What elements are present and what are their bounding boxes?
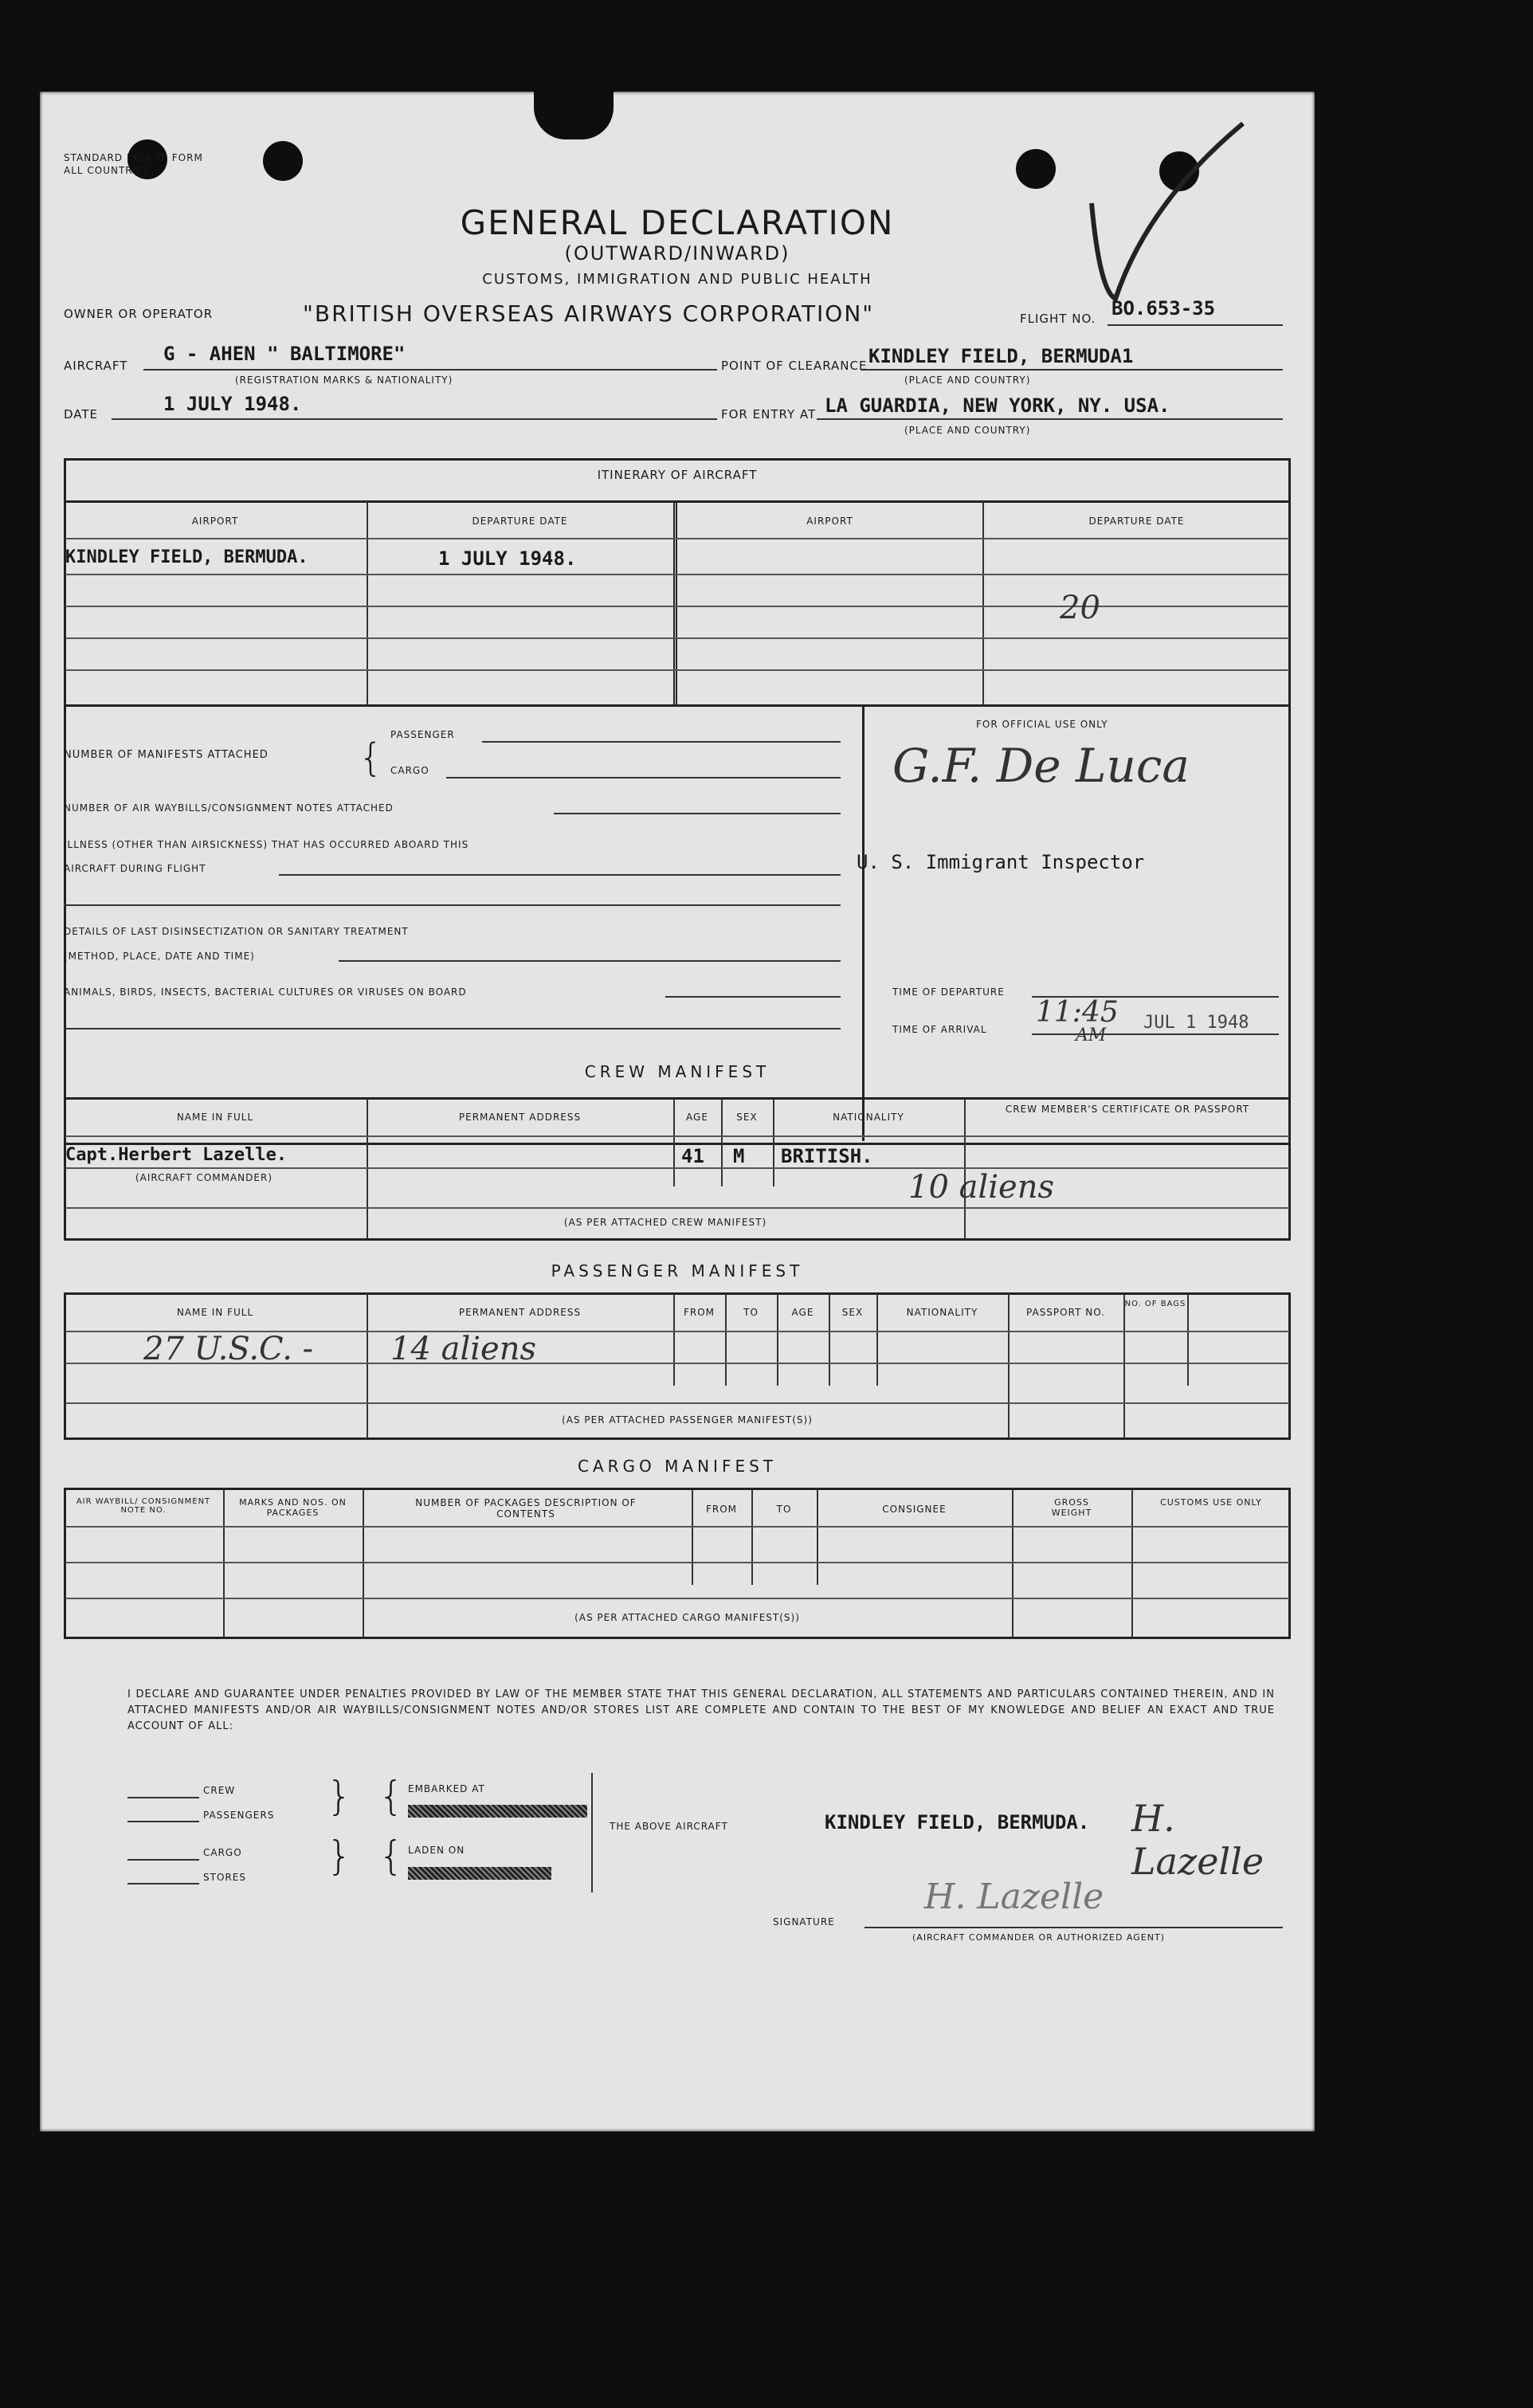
owner-value: "BRITISH OVERSEAS AIRWAYS CORPORATION" bbox=[303, 300, 875, 327]
disinsect-label-2: (METHOD, PLACE, DATE AND TIME) bbox=[64, 951, 255, 962]
disinsect-label-1: DETAILS OF LAST DISINSECTIZATION OR SANITARY TREATMENT bbox=[64, 926, 409, 937]
owner-label: OWNER OR OPERATOR bbox=[64, 307, 214, 321]
struck-out-text bbox=[408, 1867, 551, 1880]
declaration-place: KINDLEY FIELD, BERMUDA. bbox=[825, 1811, 1090, 1833]
clearance-note: (PLACE AND COUNTRY) bbox=[904, 375, 1031, 386]
torn-edge bbox=[534, 92, 614, 139]
cargo-col-marks: MARKS AND NOS. ON PACKAGES bbox=[239, 1497, 347, 1518]
declaration-crew: CREW bbox=[203, 1785, 236, 1796]
cargo-col-to: TO bbox=[776, 1504, 792, 1515]
arrival-date-stamp: JUL 1 1948 bbox=[1143, 1013, 1249, 1033]
aircraft-note: (REGISTRATION MARKS & NATIONALITY) bbox=[235, 375, 453, 386]
passenger-col-address: PERMANENT ADDRESS bbox=[458, 1307, 582, 1318]
manifests-cargo-label: CARGO bbox=[390, 765, 429, 776]
declaration-embarked: EMBARKED AT bbox=[408, 1783, 485, 1794]
passenger-col-name: NAME IN FULL bbox=[176, 1307, 254, 1318]
entry-value: LA GUARDIA, NEW YORK, NY. USA. bbox=[825, 394, 1170, 417]
page-title: GENERAL DECLARATION bbox=[460, 203, 895, 242]
passenger-handwritten-1: 27 U.S.C. - bbox=[143, 1331, 314, 1367]
passenger-col-nationality: NATIONALITY bbox=[906, 1307, 978, 1318]
passenger-col-passport: PASSPORT NO. bbox=[1026, 1307, 1105, 1318]
page-subtitle-2: CUSTOMS, IMMIGRATION AND PUBLIC HEALTH bbox=[482, 271, 872, 288]
page-subtitle: (OUTWARD/INWARD) bbox=[564, 242, 790, 265]
arrival-time-value: 11:45 bbox=[1036, 996, 1119, 1029]
crew-col-nationality: NATIONALITY bbox=[833, 1112, 904, 1123]
inspector-title: U. S. Immigrant Inspector bbox=[857, 851, 1145, 873]
passenger-col-to: TO bbox=[743, 1307, 759, 1318]
manifests-passenger-label: PASSENGER bbox=[390, 729, 455, 740]
illness-label-1: ILLNESS (OTHER THAN AIRSICKNESS) THAT HAS OCCURRED ABOARD THIS bbox=[64, 839, 469, 850]
crew-col-name: NAME IN FULL bbox=[176, 1112, 254, 1123]
arrival-ampm: AM bbox=[1076, 1026, 1107, 1045]
cargo-col-from: FROM bbox=[705, 1504, 738, 1515]
brace-left: { bbox=[378, 1833, 404, 1879]
date-value: 1 JULY 1948. bbox=[163, 393, 302, 415]
cargo-title: CARGO MANIFEST bbox=[578, 1457, 777, 1476]
declaration-laden: LADEN ON bbox=[408, 1845, 465, 1856]
manifests-brace: { bbox=[359, 735, 383, 780]
clearance-label: POINT OF CLEARANCE bbox=[721, 359, 868, 373]
cargo-col-waybill: AIR WAYBILL/ CONSIGNMENT NOTE NO. bbox=[76, 1497, 211, 1515]
commander-signature-2: H. Lazelle bbox=[924, 1877, 1104, 1917]
brace-right: } bbox=[327, 1773, 352, 1819]
itinerary-col-departure-2: DEPARTURE DATE bbox=[1088, 516, 1185, 527]
clearance-value: KINDLEY FIELD, BERMUDA1 bbox=[868, 345, 1134, 367]
commander-signature-1: H. Lazelle bbox=[1131, 1797, 1264, 1883]
date-label: DATE bbox=[64, 407, 99, 422]
cargo-col-weight: GROSS WEIGHT bbox=[1051, 1497, 1092, 1518]
crew-age-value: 41 bbox=[681, 1145, 704, 1167]
passenger-handwritten-2: 14 aliens bbox=[390, 1331, 537, 1367]
illness-label-2: AIRCRAFT DURING FLIGHT bbox=[64, 863, 206, 874]
declaration-stores: STORES bbox=[203, 1872, 246, 1883]
crew-title: CREW MANIFEST bbox=[584, 1062, 770, 1081]
crew-col-certificate: CREW MEMBER'S CERTIFICATE OR PASSPORT bbox=[1005, 1104, 1250, 1115]
crew-col-address: PERMANENT ADDRESS bbox=[458, 1112, 582, 1123]
crew-name-value: Capt.Herbert Lazelle. bbox=[65, 1145, 288, 1165]
passenger-footer: (AS PER ATTACHED PASSENGER MANIFEST(S)) bbox=[562, 1414, 813, 1426]
itinerary-col-airport-2: AIRPORT bbox=[806, 516, 853, 527]
crew-footer: (AS PER ATTACHED CREW MANIFEST) bbox=[563, 1217, 767, 1228]
itinerary-title: ITINERARY OF AIRCRAFT bbox=[597, 468, 758, 482]
form-sheet bbox=[40, 92, 1315, 2132]
itinerary-col-airport: AIRPORT bbox=[191, 516, 239, 527]
signature-label: SIGNATURE bbox=[773, 1916, 835, 1928]
cargo-col-description: NUMBER OF PACKAGES DESCRIPTION OF CONTENTS bbox=[415, 1497, 637, 1520]
struck-out-text bbox=[408, 1805, 587, 1818]
inspector-signature: G.F. De Luca bbox=[892, 739, 1190, 793]
flight-value: BO.653-35 bbox=[1112, 297, 1216, 320]
passenger-col-bags: NO. OF BAGS bbox=[1124, 1300, 1186, 1308]
flight-line bbox=[1108, 324, 1283, 326]
crew-sex-value: M bbox=[733, 1145, 745, 1167]
form-standard: STANDARD I.C.A.O. FORM ALL COUNTRIES bbox=[64, 152, 203, 176]
declaration-passengers: PASSENGERS bbox=[203, 1810, 275, 1821]
itinerary-handwritten-note: 20 bbox=[1060, 590, 1100, 626]
punch-hole bbox=[1016, 149, 1056, 189]
crew-name-note: (AIRCRAFT COMMANDER) bbox=[135, 1172, 273, 1183]
itinerary-date-value: 1 JULY 1948. bbox=[438, 547, 577, 570]
itinerary-col-departure: DEPARTURE DATE bbox=[472, 516, 568, 527]
passenger-col-age: AGE bbox=[791, 1307, 814, 1318]
signature-note: (AIRCRAFT COMMANDER OR AUTHORIZED AGENT) bbox=[912, 1932, 1165, 1943]
declaration-above-aircraft: THE ABOVE AIRCRAFT bbox=[610, 1821, 728, 1832]
cargo-col-customs: CUSTOMS USE ONLY bbox=[1160, 1497, 1262, 1508]
crew-col-sex: SEX bbox=[736, 1112, 758, 1123]
passenger-title: PASSENGER MANIFEST bbox=[551, 1261, 804, 1280]
itinerary-airport-value: KINDLEY FIELD, BERMUDA. bbox=[65, 547, 308, 567]
aircraft-label: AIRCRAFT bbox=[64, 359, 128, 373]
manifests-label: NUMBER OF MANIFESTS ATTACHED bbox=[64, 749, 269, 761]
aircraft-value: G - AHEN " BALTIMORE" bbox=[163, 343, 406, 365]
crew-handwritten-note: 10 aliens bbox=[908, 1169, 1055, 1206]
date-line bbox=[112, 418, 717, 420]
official-title: FOR OFFICIAL USE ONLY bbox=[976, 719, 1108, 730]
form-title-block bbox=[40, 203, 1315, 288]
flight-label: FLIGHT NO. bbox=[1020, 312, 1096, 326]
entry-line bbox=[817, 418, 1283, 420]
animals-label: ANIMALS, BIRDS, INSECTS, BACTERIAL CULTURES OR VIRUSES ON BOARD bbox=[64, 986, 467, 998]
entry-label: FOR ENTRY AT bbox=[721, 407, 817, 422]
cargo-col-consignee: CONSIGNEE bbox=[882, 1504, 947, 1515]
declaration-cargo: CARGO bbox=[203, 1847, 242, 1858]
crew-nationality-value: BRITISH. bbox=[781, 1145, 873, 1167]
entry-note: (PLACE AND COUNTRY) bbox=[904, 425, 1031, 436]
brace-right: } bbox=[327, 1833, 352, 1879]
crew-col-age: AGE bbox=[686, 1112, 708, 1123]
cargo-footer: (AS PER ATTACHED CARGO MANIFEST(S)) bbox=[574, 1612, 800, 1623]
waybills-label: NUMBER OF AIR WAYBILLS/CONSIGNMENT NOTES ATTACHED bbox=[64, 802, 394, 814]
brace-left: { bbox=[378, 1773, 404, 1819]
arrival-time-label: TIME OF ARRIVAL bbox=[892, 1024, 987, 1035]
punch-hole bbox=[263, 141, 303, 181]
departure-time-label: TIME OF DEPARTURE bbox=[892, 986, 1005, 998]
aircraft-line bbox=[143, 369, 717, 371]
passenger-col-from: FROM bbox=[683, 1307, 716, 1318]
clearance-line bbox=[861, 369, 1283, 371]
declaration-text: I DECLARE AND GUARANTEE UNDER PENALTIES PROVIDED BY LAW OF THE MEMBER STATE THAT THIS GENERAL DECLARATION, ALL STATEMENTS AND PARTICULARS CONTAINED THEREIN, AND IN ATTACHED MANIFESTS AND/OR AIR WAYBILLS/CONSIGNMENT NOTES AND/OR STORES LIST ARE COMPLETE AND CONTAIN TO THE BEST OF MY KNOWLEDGE AND BELIEF AN EXACT AND TRUE ACCOUNT OF ALL: bbox=[127, 1688, 1275, 1732]
passenger-col-sex: SEX bbox=[841, 1307, 864, 1318]
